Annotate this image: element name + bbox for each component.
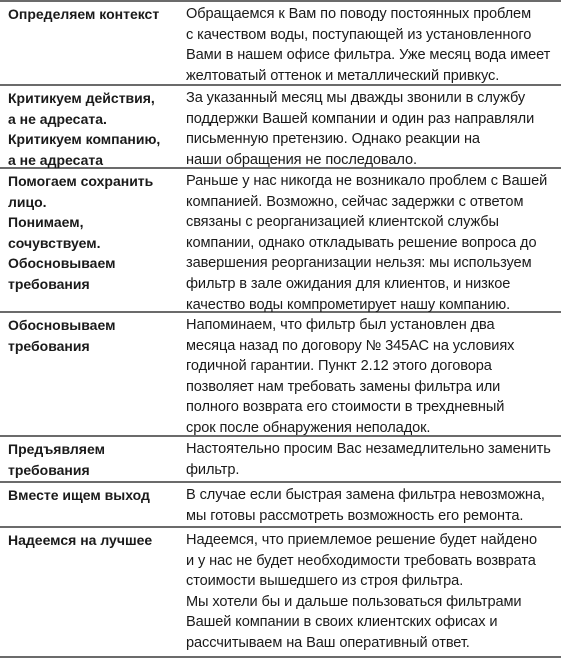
letter-text: Раньше у нас никогда не возникало проблем с Вашей компанией. Возможно, сейчас задержки с ответом связаны с реорганизацией клиентской службы компании, однако откладывать решение вопроса до завершения реорганизации нельзя: мы используем фильтр в зале ожидания для клиентов, и низкое качество воды компрометирует нашу компанию. xyxy=(186,173,548,313)
letter-text: Надеемся, что приемлемое решение будет найдено и у нас не будет необходимости требовать возврата стоимости вышедшего из строя фильтра. Мы хотели бы и дальше пользоваться фильтрами Вашей компании в своих клиентских офисах и рассчитываем на Ваш оперативный ответ. xyxy=(186,532,538,651)
table-row xyxy=(0,528,561,658)
letter-text: Обращаемся к Вам по поводу постоянных проблем с качеством воды, поступающей из установленного Вами в нашем офисе фильтра. Уже месяц вода имеет желтоватый оттенок и металлический привкус. xyxy=(186,6,551,84)
strategy-label: Критикуем действия, а не адресата. Критикуем компанию, а не адресата xyxy=(8,90,161,168)
letter-text: За указанный месяц мы дважды звонили в службу поддержки Вашей компании и один раз направляли письменную претензию. Однако реакции на наши обращения не последовало. xyxy=(186,90,535,168)
table-row xyxy=(0,437,561,483)
table-row xyxy=(0,483,561,528)
table-row xyxy=(0,0,561,86)
letter-text: В случае если быстрая замена фильтра невозможна, мы готовы рассмотреть возможность его ремонта. xyxy=(186,487,545,524)
strategy-label: Обосновываем требования xyxy=(8,317,116,354)
strategy-label: Вместе ищем выход xyxy=(8,487,150,503)
letter-text: Напоминаем, что фильтр был установлен два месяца назад по договору № 345АС на условиях годичной гарантии. Пункт 2.12 этого договора позволяет нам требовать замены фильтра или полного возврата его стоимости в трехдневный срок после обнаружения неполадок. xyxy=(186,317,515,436)
table-row xyxy=(0,169,561,313)
strategy-label: Помогаем сохранить лицо. Понимаем, сочувствуем. Обосновываем требования xyxy=(8,173,154,292)
strategy-label: Определяем контекст xyxy=(8,6,160,22)
strategy-label: Надеемся на лучшее xyxy=(8,532,153,548)
strategy-label: Предъявляем требования xyxy=(8,441,105,478)
table-row xyxy=(0,313,561,437)
table-row xyxy=(0,86,561,169)
letter-text: Настоятельно просим Вас незамедлительно заменить фильтр. xyxy=(186,441,551,478)
